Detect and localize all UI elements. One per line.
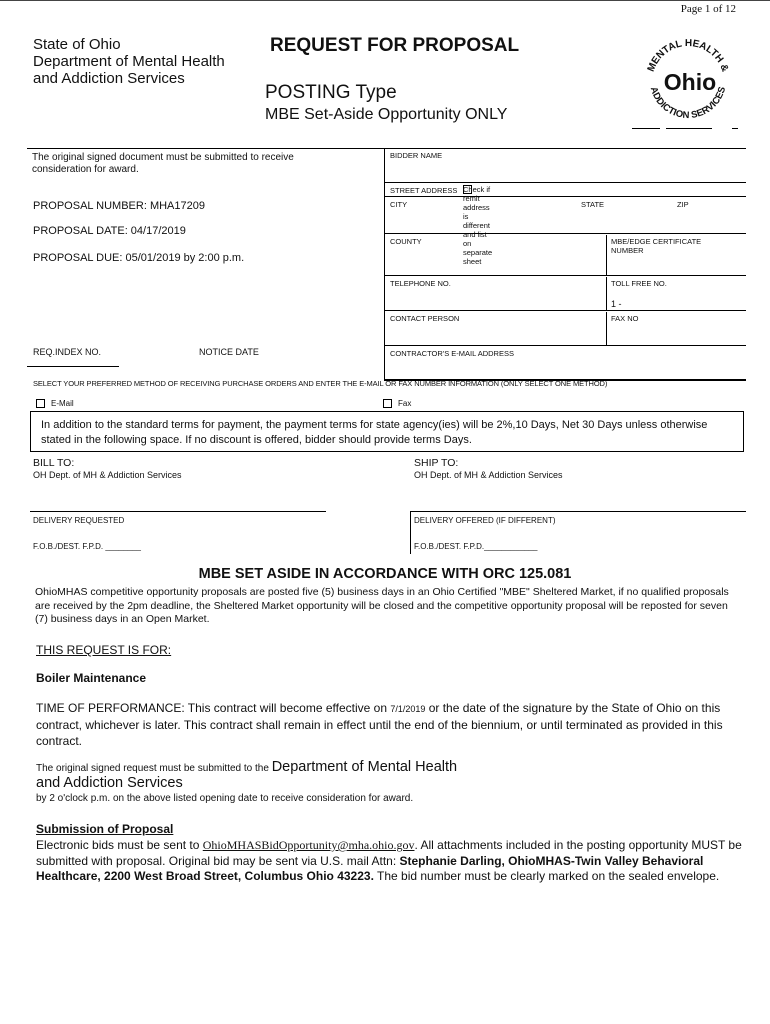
req-index-label: REQ.INDEX NO. [33,347,102,357]
fob-requested: F.O.B./DEST. F.P.D. ________ [33,542,141,551]
notice-date-label: NOTICE DATE [199,347,259,357]
telephone-label: TELEPHONE NO. [390,279,451,288]
submission-para-text-end: The bid number must be clearly marked on the sealed envelope. [373,869,720,883]
divider [606,277,607,310]
remit-address-label: Check if remit address is different and list on separate sheet [463,185,493,266]
county-cert-row [385,235,746,276]
submission-para-text-cont: . All attachments included in the posting opportunity MUST be submitted with proposal. Original bid may be sent via U.S. mail Attn: [36,838,742,868]
email-option-label: E-Mail [51,399,74,408]
city-label: CITY [390,200,408,209]
delivery-requested-label: DELIVERY REQUESTED [33,516,125,525]
ohio-mhas-seal-icon [638,30,738,130]
shipping-block [30,454,746,554]
mailing-contact: Stephanie Darling, OhioMHAS-Twin Valley Behavioral Healthcare, 2200 West Broad Street, Columbus Ohio 43223. [36,853,704,883]
performance-text: TIME OF PERFORMANCE: This contract will become effective on [36,701,391,715]
fob-offered: F.O.B./DEST. F.P.D.____________ [414,542,538,551]
mbe-heading: MBE SET ASIDE IN ACCORDANCE WITH ORC 125.081 [198,566,572,582]
state-label: STATE [581,200,605,209]
proposal-info-panel [27,149,383,381]
posting-type: POSTING Type [265,82,397,103]
email-checkbox[interactable] [36,399,45,408]
bid-email-link[interactable]: OhioMHASBidOpportunity@mha.ohio.gov [202,838,415,852]
contact-person-label: CONTACT PERSON [390,314,460,323]
seal-center-text: Ohio [663,69,717,95]
performance-text-cont: or the date of the signature by the State of Ohio on this contract, whichever is later. This contract shall remain in effect until the end of the biennium, or until terminated as provided in this contract. [36,701,723,748]
ship-to-label: SHIP TO: [414,457,459,469]
submission-instruction: The original signed document must be submitted to receive consideration for award. [32,152,294,175]
proposal-due: PROPOSAL DUE: 05/01/2019 by 2:00 p.m. [33,252,245,264]
ship-to-value: OH Dept. of MH & Addiction Services [414,470,563,480]
bidder-info-form [27,148,746,381]
fax-checkbox[interactable] [383,399,392,408]
posting-subtype: MBE Set-Aside Opportunity ONLY [265,106,508,123]
divider [30,511,326,512]
top-rule [0,0,770,1]
proposal-number: PROPOSAL NUMBER: MHA17209 [33,200,205,212]
bill-to-value: OH Dept. of MH & Addiction Services [33,470,182,480]
email-option[interactable] [36,399,74,408]
page-number: Page 1 of 12 [680,3,736,15]
contractor-email-field[interactable] [385,347,746,381]
payment-terms-box [30,411,744,452]
purchase-order-method-instruction: SELECT YOUR PREFERRED METHOD OF RECEIVING PURCHASE ORDERS AND ENTER THE E-MAIL OR FAX NUMBER INFORMATION (ONLY SELECT ONE METHOD) [33,379,608,388]
request-subject: Boiler Maintenance [36,671,147,685]
payment-terms-text: In addition to the standard terms for payment, the payment terms for state agency(ies) will be 2%,10 Days, Net 30 Days unless otherwise stated in the following space. If no discount is offered, bidder should provide terms Days. [41,419,708,446]
contact-row [385,312,746,346]
mbe-paragraph: OhioMHAS competitive opportunity proposals are posted five (5) business days in an Ohio Certified "MBE" Sheltered Market, if no qualified proposals are received by the 2pm deadline, the Sheltered Market opportunity will be closed and the competitive opportunity proposal will be reposted for seven (7) business days in an Open Market. [35,586,729,625]
document-title: REQUEST FOR PROPOSAL [270,35,520,56]
city-state-zip-row [385,198,746,234]
seal-underline [632,128,742,129]
submission-paragraph [36,838,742,885]
divider [410,511,746,512]
toll-free-label: TOLL FREE NO. [611,279,667,288]
submission-heading: Submission of Proposal [36,822,174,836]
fax-option-label: Fax [398,399,412,408]
contractor-email-label: CONTRACTOR'S E-MAIL ADDRESS [390,349,514,358]
agency-line-3: and Addiction Services [33,70,185,87]
agency-line-2: Department of Mental Health [33,53,225,70]
toll-free-value: 1 - [611,299,622,309]
submission-text: The original signed request must be submitted to the [36,763,272,774]
delivery-offered-label: DELIVERY OFFERED (IF DIFFERENT) [414,516,556,525]
time-of-performance [36,700,742,749]
agency-block [33,36,225,87]
street-address-label: STREET ADDRESS [390,186,458,195]
department-name-cont: and Addiction Services [36,775,183,791]
mbe-cert-label: MBE/EDGE CERTIFICATE NUMBER [611,237,702,255]
bidder-name-label: BIDDER NAME [390,151,443,160]
zip-label: ZIP [677,200,689,209]
submission-para-text: Electronic bids must be sent to [36,838,203,852]
submission-deadline [36,760,742,806]
bill-to-label: BILL TO: [33,457,75,469]
request-for-label: THIS REQUEST IS FOR: [36,643,172,657]
seal-bottom-text: ADDICTION SERVICES [647,85,729,122]
bidder-fields-panel [384,149,746,381]
divider [27,366,119,367]
agency-line-1: State of Ohio [33,36,121,53]
performance-date: 7/1/2019 [390,704,426,714]
phone-row [385,277,746,311]
divider [606,235,607,275]
fax-option[interactable] [383,399,411,408]
divider [410,511,411,554]
seal-top-text: MENTAL HEALTH & [645,37,731,74]
submission-text-cont: by 2 o'clock p.m. on the above listed opening date to receive consideration for award. [36,793,414,804]
department-name: Department of Mental Health [271,759,458,775]
proposal-date: PROPOSAL DATE: 04/17/2019 [33,225,186,237]
fax-label: FAX NO [611,314,639,323]
county-label: COUNTY [390,237,422,246]
bidder-name-field[interactable] [385,149,746,183]
divider [606,312,607,345]
